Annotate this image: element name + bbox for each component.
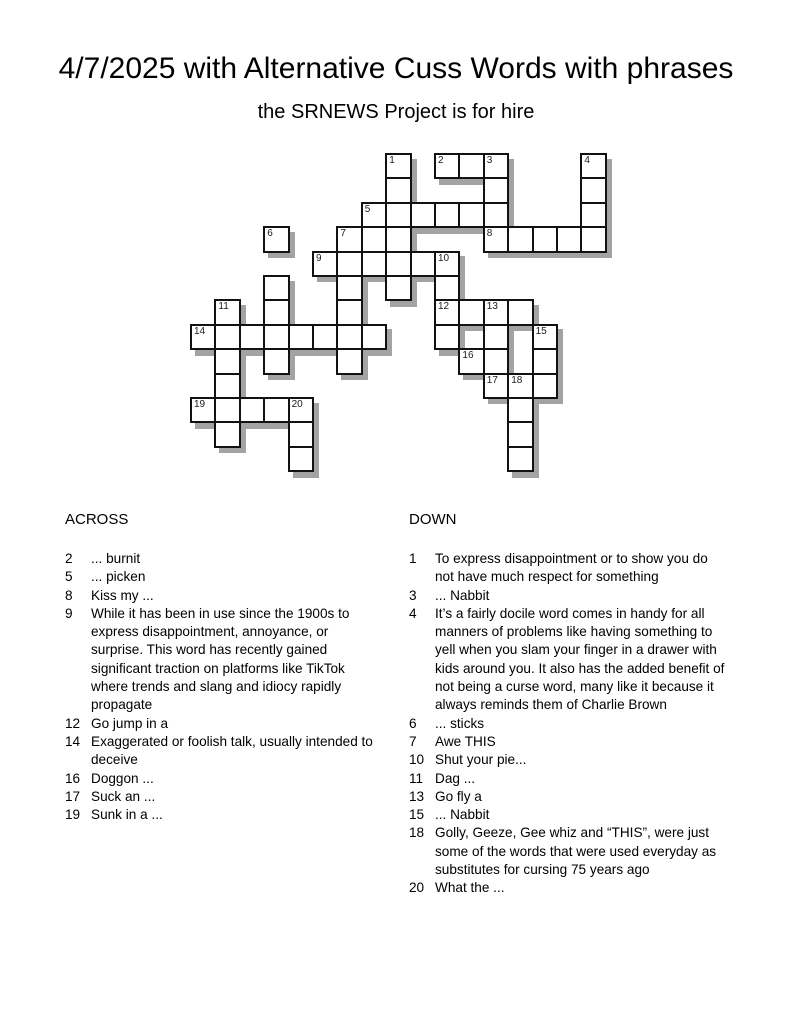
cell-number: 6 [267, 228, 273, 240]
clue-down-18 [409, 824, 744, 879]
cell-number: 8 [486, 228, 493, 240]
grid-cell[interactable] [312, 324, 338, 350]
grid-cell[interactable] [239, 324, 265, 350]
grid-cell[interactable] [385, 275, 411, 301]
clue-text: To express disappointment or to show you do not have much respect for something [435, 551, 708, 585]
grid-cell[interactable] [288, 421, 314, 447]
grid-cell-4[interactable] [580, 153, 606, 179]
clue-down-13 [409, 788, 744, 806]
clue-down-1 [409, 550, 744, 587]
grid-cell[interactable] [483, 202, 509, 228]
grid-cell[interactable] [288, 446, 314, 472]
across-clue-list [65, 550, 400, 824]
clue-text: ... Nabbit [435, 807, 490, 823]
grid-cell[interactable] [214, 324, 240, 350]
grid-cell[interactable] [263, 299, 289, 325]
grid-cell-15[interactable] [532, 324, 558, 350]
grid-cell[interactable] [580, 226, 606, 252]
grid-cell[interactable] [458, 153, 484, 179]
grid-cell-9[interactable] [312, 251, 338, 277]
cell-number: 14 [194, 325, 206, 337]
clue-text: ... sticks [435, 715, 485, 731]
clue-number: 6 [409, 715, 417, 731]
grid-cell[interactable] [336, 324, 362, 350]
grid-cell[interactable] [239, 397, 265, 423]
grid-cell[interactable] [507, 421, 533, 447]
clue-text: Kiss my ... [91, 587, 154, 603]
grid-cell[interactable] [580, 177, 606, 203]
clue-text: Shut your pie... [435, 752, 527, 768]
grid-cell-18[interactable] [507, 373, 533, 399]
grid-cell-3[interactable] [483, 153, 509, 179]
grid-cell[interactable] [410, 202, 436, 228]
grid-cell[interactable] [532, 373, 558, 399]
clue-text: Sunk in a ... [91, 807, 163, 823]
clue-text: ... Nabbit [435, 587, 490, 603]
grid-cell-1[interactable] [385, 153, 411, 179]
grid-cell[interactable] [434, 275, 460, 301]
down-clue-list [409, 550, 744, 898]
clue-number: 2 [65, 551, 73, 566]
clue-number: 20 [409, 880, 425, 896]
grid-cell[interactable] [336, 299, 362, 325]
grid-cell[interactable] [361, 226, 387, 252]
clue-number: 11 [409, 770, 424, 786]
grid-cell[interactable] [483, 177, 509, 203]
grid-cell[interactable] [214, 373, 240, 399]
clue-across-17 [65, 788, 400, 806]
grid-cell[interactable] [263, 397, 289, 423]
grid-cell-8[interactable] [483, 226, 509, 252]
grid-cell-2[interactable] [434, 153, 460, 179]
clue-number: 8 [65, 587, 73, 603]
grid-cell[interactable] [532, 226, 558, 252]
grid-cell[interactable] [434, 202, 460, 228]
cell-number: 4 [584, 155, 590, 166]
cell-number: 15 [535, 325, 547, 337]
clue-number: 12 [65, 715, 81, 731]
across-section [65, 511, 400, 824]
clue-text: Awe THIS [435, 733, 496, 749]
grid-cell[interactable] [483, 324, 509, 350]
cell-number: 17 [486, 374, 498, 386]
down-heading: DOWN [409, 511, 457, 528]
cell-number: 5 [364, 203, 371, 215]
clue-down-20 [409, 879, 744, 897]
grid-cell[interactable] [385, 177, 411, 203]
grid-cell[interactable] [507, 226, 533, 252]
grid-cell[interactable] [214, 348, 240, 374]
grid-cell[interactable] [410, 251, 436, 277]
grid-cell[interactable] [336, 275, 362, 301]
grid-cell[interactable] [507, 397, 533, 423]
clue-number: 5 [65, 569, 73, 585]
grid-cell-19[interactable] [190, 397, 216, 423]
clue-text: Golly, Geeze, Gee whiz and “THIS”, were just some of the words that were used everyday as substitutes for cursing 75 years ago [435, 825, 717, 878]
grid-cell-12[interactable] [434, 299, 460, 325]
grid-cell[interactable] [385, 226, 411, 252]
cell-number: 2 [438, 155, 444, 166]
grid-cell[interactable] [556, 226, 582, 252]
cell-number: 19 [194, 399, 206, 410]
cell-number: 12 [438, 301, 450, 313]
clue-number: 18 [409, 825, 425, 841]
grid-cell[interactable] [507, 299, 533, 325]
down-section [409, 511, 744, 898]
grid-cell-20[interactable] [288, 397, 314, 423]
grid-cell-7[interactable] [336, 226, 362, 252]
grid-cell[interactable] [263, 275, 289, 301]
page-title: 4/7/2025 with Alternative Cuss Words with phrases [58, 52, 734, 85]
cell-number: 3 [486, 155, 493, 166]
clue-text: Exaggerated or foolish talk, usually intended to deceive [91, 733, 373, 768]
clue-number: 7 [409, 733, 417, 749]
cell-number: 13 [486, 301, 498, 313]
crossword-grid [0, 0, 792, 500]
cell-number: 9 [316, 252, 322, 264]
clue-number: 3 [409, 587, 417, 603]
clue-text: What the ... [435, 880, 505, 896]
grid-cell-10[interactable] [434, 251, 460, 277]
grid-cell[interactable] [361, 251, 387, 277]
grid-cell-17[interactable] [483, 373, 509, 399]
grid-cell[interactable] [214, 421, 240, 447]
clue-number: 16 [65, 770, 81, 786]
grid-cell[interactable] [361, 324, 387, 350]
grid-cell-6[interactable] [263, 226, 289, 252]
grid-cell-13[interactable] [483, 299, 509, 325]
grid-cell[interactable] [458, 202, 484, 228]
clue-across-16 [65, 770, 400, 788]
clue-across-12 [65, 715, 400, 733]
clue-text: Suck an ... [91, 788, 156, 804]
grid-cell-16[interactable] [458, 348, 484, 374]
clue-number: 1 [409, 551, 417, 566]
clue-number: 9 [65, 605, 73, 621]
grid-cell[interactable] [263, 324, 289, 350]
grid-cell-11[interactable] [214, 299, 240, 325]
clue-across-19 [65, 806, 400, 824]
clue-down-10 [409, 751, 744, 769]
cell-number: 20 [291, 399, 303, 410]
clue-number: 15 [409, 807, 425, 823]
grid-cell[interactable] [336, 251, 362, 277]
clue-number: 4 [409, 605, 417, 621]
clue-text: Dag ... [435, 770, 476, 786]
clue-down-7 [409, 733, 744, 751]
grid-cell[interactable] [507, 446, 533, 472]
clue-number: 10 [409, 752, 425, 768]
cell-number: 7 [340, 228, 346, 240]
across-heading: ACROSS [65, 511, 129, 528]
clue-across-14 [65, 733, 400, 770]
grid-cell[interactable] [532, 348, 558, 374]
grid-cell[interactable] [385, 202, 411, 228]
grid-cell-5[interactable] [361, 202, 387, 228]
grid-cell[interactable] [458, 299, 484, 325]
clue-text: While it has been in use since the 1900s to express disappointment, annoyance, or surprise. This word has recently gained significant traction on platforms like TikTok where trends and slang and idiocy rapidly propagate [91, 605, 350, 713]
clue-text: Go fly a [435, 788, 482, 804]
clue-down-11 [409, 770, 744, 788]
grid-cell[interactable] [434, 324, 460, 350]
clue-number: 14 [65, 733, 81, 749]
cell-number: 1 [389, 155, 395, 166]
cell-number: 11 [218, 301, 229, 313]
cell-number: 16 [462, 350, 474, 362]
grid-cell[interactable] [214, 397, 240, 423]
clue-number: 17 [65, 788, 81, 804]
clue-across-5 [65, 568, 400, 586]
cell-number: 10 [438, 252, 450, 264]
clue-down-15 [409, 806, 744, 824]
clue-text: Go jump in a [91, 715, 169, 731]
page-subtitle: the SRNEWS Project is for hire [257, 101, 535, 123]
cell-number: 18 [511, 374, 523, 386]
clue-down-3 [409, 587, 744, 605]
clue-text: ... burnit [91, 551, 141, 566]
grid-cell[interactable] [483, 348, 509, 374]
grid-cell[interactable] [336, 348, 362, 374]
grid-cell-14[interactable] [190, 324, 216, 350]
grid-cell[interactable] [385, 251, 411, 277]
grid-cell[interactable] [263, 348, 289, 374]
clue-text: Doggon ... [91, 770, 154, 786]
clue-across-2 [65, 550, 400, 568]
clue-text: ... picken [91, 569, 146, 585]
grid-cell[interactable] [288, 324, 314, 350]
clue-down-6 [409, 715, 744, 733]
clue-number: 19 [65, 807, 81, 823]
grid-cell[interactable] [580, 202, 606, 228]
clue-number: 13 [409, 788, 425, 804]
clue-across-8 [65, 587, 400, 605]
clue-down-4 [409, 605, 744, 715]
clue-across-9 [65, 605, 400, 715]
clue-text: It’s a fairly docile word comes in handy for all manners of problems like having something to yell when you slam your finger in a drawer with kids around you. It also has the added benefit of not being a curse word, many like it because it always reminds them of Charlie Brown [435, 605, 725, 713]
